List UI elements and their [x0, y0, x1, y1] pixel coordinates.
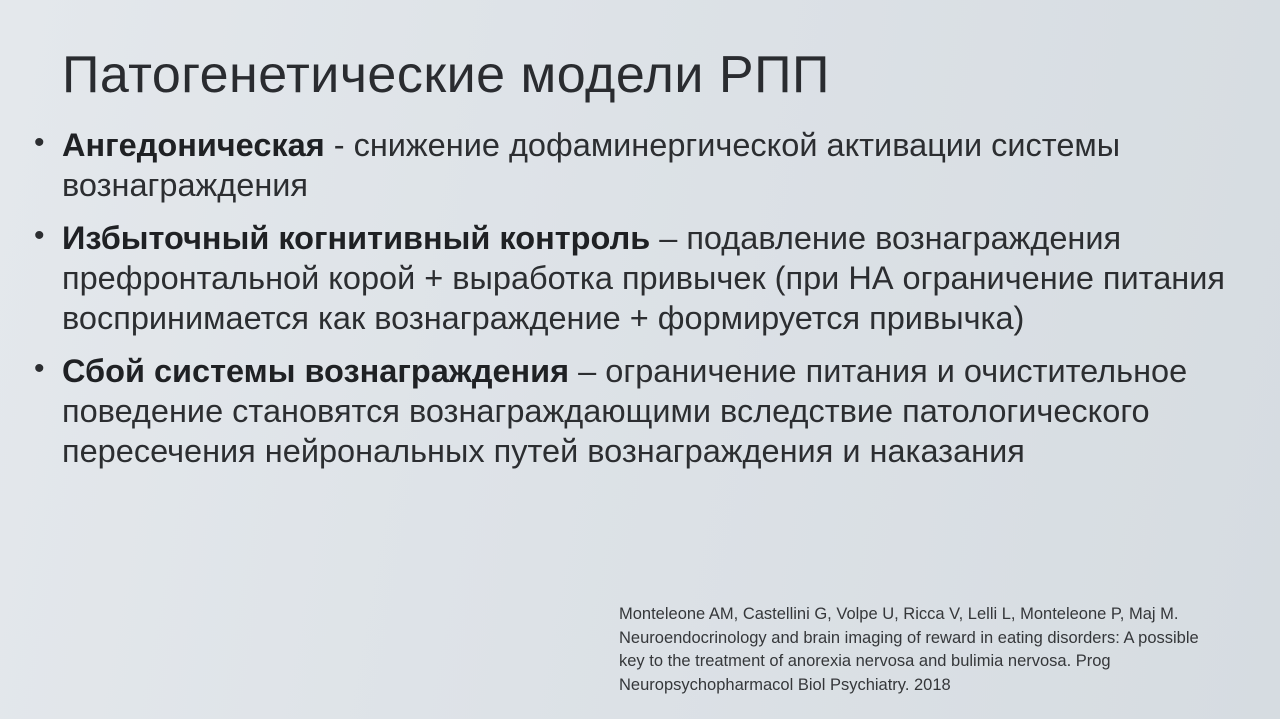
bullet-text: – подавление вознаграждения префронтальной корой + выработка привычек (при НА ограничение питания воспринимается как вознаграждение + формируется привычка) [62, 220, 1225, 336]
bullet-list [34, 125, 1269, 484]
bullet-marker: • [34, 352, 45, 385]
citation-line: key to the treatment of anorexia nervosa and bulimia nervosa. Prog [619, 652, 1111, 670]
bullet-marker: • [34, 219, 45, 252]
bullet-term: Ангедоническая [62, 127, 325, 163]
bullet-marker: • [34, 126, 45, 159]
bullet-text: – ограничение питания и очистительное поведение становятся вознаграждающими вследствие патологического пересечения нейрональных путей вознаграждения и наказания [62, 353, 1188, 469]
bullet-item-cognitive-control [34, 218, 1269, 338]
bullet-text: - снижение дофаминергической активации системы вознаграждения [62, 127, 1121, 203]
bullet-term: Избыточный когнитивный контроль [62, 220, 651, 256]
bullet-term: Сбой системы вознаграждения [62, 353, 570, 389]
citation-line: Monteleone AM, Castellini G, Volpe U, Ricca V, Lelli L, Monteleone P, Maj M. [619, 605, 1179, 623]
citation-line: Neuroendocrinology and brain imaging of reward in eating disorders: A possible [619, 628, 1199, 647]
slide-title: Патогенетические модели РПП [62, 45, 830, 104]
bullet-item-anhedonic [34, 125, 1269, 205]
bullet-item-reward-failure [34, 351, 1269, 471]
citation-line: Neuropsychopharmacol Biol Psychiatry. 2018 [619, 675, 951, 694]
citation-reference [619, 603, 1269, 697]
